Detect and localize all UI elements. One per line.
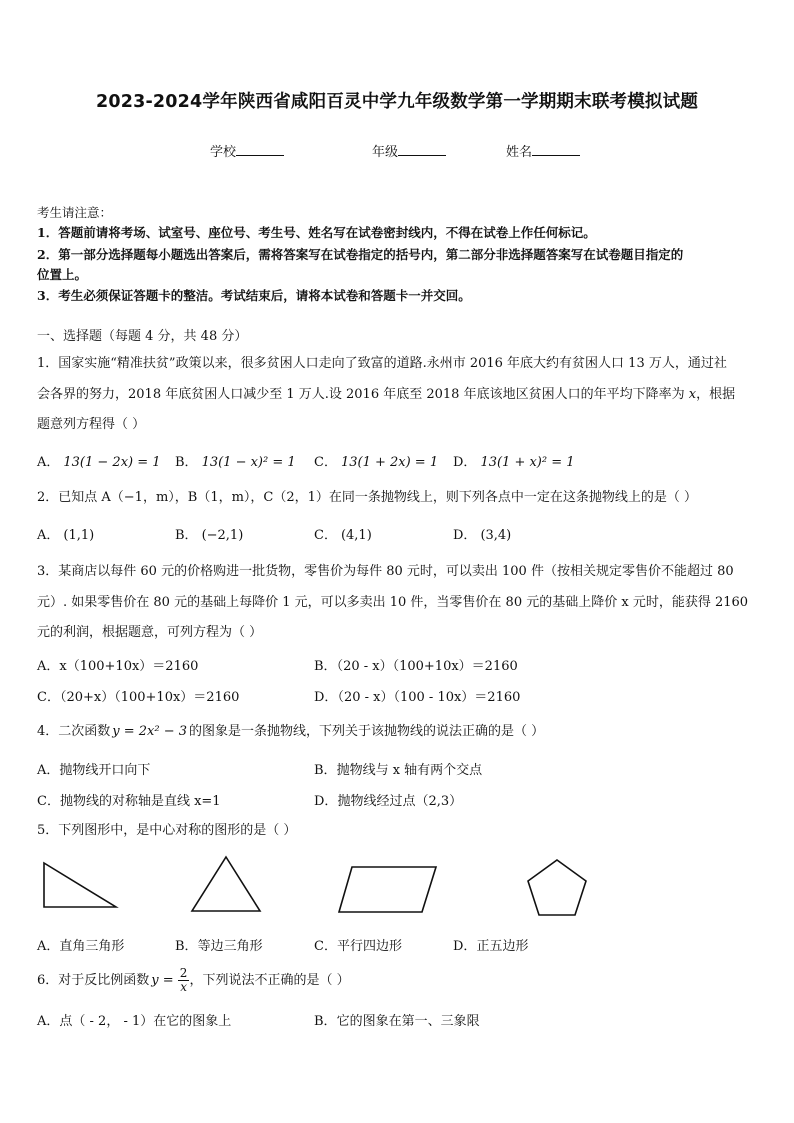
q6-text (37, 966, 350, 996)
q6-fraction (178, 967, 190, 994)
school-blank (236, 142, 284, 156)
q5-option-a[interactable] (37, 935, 124, 954)
notice-item-2-cont: 位置上。 (37, 267, 88, 282)
grade-field (372, 141, 446, 160)
grade-blank (398, 142, 446, 156)
parallelogram-figure (336, 862, 440, 916)
q5-text: 5．下列图形中，是中心对称的图形的是（ ） (37, 823, 297, 838)
school-field (210, 141, 284, 160)
q4-option-a[interactable] (37, 759, 150, 778)
q4-option-c-label: C． (37, 794, 60, 809)
q1-option-c[interactable] (314, 451, 438, 470)
q1-option-a-label: A． (37, 455, 60, 470)
school-label: 学校 (210, 145, 237, 160)
q6-option-a[interactable] (37, 1010, 231, 1029)
grade-label: 年级 (372, 145, 399, 160)
q2-option-d-value: (3,4) (480, 528, 512, 543)
equilateral-triangle-figure (188, 853, 264, 915)
q6-option-a-value: 点（ - 2， - 1）在它的图象上 (59, 1014, 232, 1029)
notice-heading: 考生请注意： (37, 205, 113, 220)
q2-option-a-value: (1,1) (63, 528, 95, 543)
q3-line-1: 3．某商店以每件 60 元的价格购进一批货物，零售价为每件 80 元时，可以卖出 100 件（按相关规定零售价不能超过 80 (37, 564, 734, 579)
name-label: 姓名 (506, 145, 533, 160)
q1-option-b[interactable] (175, 451, 296, 470)
q2-option-a[interactable] (37, 524, 94, 543)
q2-option-d-label: D． (453, 528, 477, 543)
q4-option-d-label: D． (314, 794, 338, 809)
q6-fraction-numerator: 2 (179, 966, 188, 980)
notice-item-3: 3．考生必须保证答题卡的整洁。考试结束后，请将本试卷和答题卡一并交回。 (37, 288, 471, 303)
q6-function-y: y = (151, 973, 174, 988)
q1-line-2-text: 会各界的努力，2018 年底贫困人口减少至 1 万人.设 2016 年底至 2018 年底该地区贫困人口的年平均下降率为 (37, 387, 685, 402)
notice-item-1: 1．答题前请将考场、试室号、座位号、考生号、姓名写在试卷密封线内，不得在试卷上作任何标记。 (37, 225, 596, 240)
q3-option-b-value: （20 - x）（100+10x）＝2160 (336, 659, 518, 674)
q4-suffix: 的图象是一条抛物线，下列关于该抛物线的说法正确的是（ ） (189, 724, 545, 739)
q5-option-c[interactable] (314, 935, 402, 954)
q5-option-d-label: D． (453, 939, 477, 954)
q1-option-d[interactable] (453, 451, 575, 470)
q3-option-d-value: （20 - x）（100 - 10x）＝2160 (337, 690, 521, 705)
q4-option-c[interactable] (37, 790, 221, 809)
q5-option-b[interactable] (175, 935, 263, 954)
q3-line-2: 元）. 如果零售价在 80 元的基础上每降价 1 元，可以多卖出 10 件，当零售价在 80 元的基础上降价 x 元时，能获得 2160 (37, 595, 749, 610)
q4-prefix: 4．二次函数 (37, 724, 111, 739)
q3-option-b[interactable] (314, 655, 518, 674)
q3-option-d[interactable] (314, 686, 520, 705)
q6-fraction-denominator: x (180, 980, 187, 994)
q6-prefix: 6．对于反比例函数 (37, 973, 150, 988)
q3-option-c-value: （20+x）（100+10x）＝2160 (59, 690, 240, 705)
q2-option-c-label: C． (314, 528, 337, 543)
q3-option-b-label: B． (314, 659, 337, 674)
q4-option-a-label: A． (37, 763, 60, 778)
q3-option-c-label: C． (37, 690, 60, 705)
q4-text (37, 721, 544, 742)
q4-option-b-value: 抛物线与 x 轴有两个交点 (336, 763, 483, 778)
q2-option-b[interactable] (175, 524, 243, 543)
q2-option-c[interactable] (314, 524, 372, 543)
q6-option-b[interactable] (314, 1010, 480, 1029)
name-blank (532, 142, 580, 156)
notice-item-2: 2．第一部分选择题每小题选出答案后，需将答案写在试卷指定的括号内，第二部分非选择题答案写在试卷题目指定的 (37, 247, 684, 262)
q2-option-a-label: A． (37, 528, 60, 543)
q3-option-a[interactable] (37, 655, 198, 674)
q6-option-b-label: B． (314, 1014, 337, 1029)
q4-option-b[interactable] (314, 759, 482, 778)
q5-option-c-value: 平行四边形 (336, 939, 402, 954)
q1-variable: x (688, 387, 697, 402)
q1-option-b-label: B． (175, 455, 198, 470)
q3-option-d-label: D． (314, 690, 338, 705)
q2-option-d[interactable] (453, 524, 511, 543)
q1-line-2-end: ，根据 (696, 387, 736, 402)
q1-option-a-expr: 13(1 − 2x) = 1 (63, 455, 161, 470)
q6-option-a-label: A． (37, 1014, 60, 1029)
q5-option-d[interactable] (453, 935, 528, 954)
q1-option-d-label: D． (453, 455, 477, 470)
q1-line-2 (37, 384, 735, 405)
right-triangle-figure (40, 857, 122, 913)
q1-line-1: 1．国家实施“精准扶贫”政策以来，很多贫困人口走向了致富的道路.永州市 2016 年底大约有贫困人口 13 万人，通过社 (37, 356, 727, 371)
q2-option-b-value: (−2,1) (201, 528, 244, 543)
regular-pentagon-figure (524, 856, 590, 920)
q3-line-3: 元的利润，根据题意，可列方程为（ ） (37, 625, 263, 640)
q5-option-b-value: 等边三角形 (197, 939, 263, 954)
q5-option-a-value: 直角三角形 (59, 939, 125, 954)
q6-option-b-value: 它的图象在第一、三象限 (336, 1014, 480, 1029)
q4-function: y = 2x² − 3 (112, 724, 188, 739)
q1-line-3: 题意列方程得（ ） (37, 417, 146, 432)
q2-option-c-value: (4,1) (340, 528, 372, 543)
q5-option-a-label: A． (37, 939, 60, 954)
q2-text: 2．已知点 A（−1，m），B（1，m），C（2，1）在同一条抛物线上，则下列各点中一定在这条抛物线上的是（ ） (37, 490, 698, 505)
q5-option-c-label: C． (314, 939, 337, 954)
q1-option-b-expr: 13(1 − x)² = 1 (201, 455, 296, 470)
q1-option-c-expr: 13(1 + 2x) = 1 (340, 455, 439, 470)
exam-title: 2023-2024学年陕西省咸阳百灵中学九年级数学第一学期期末联考模拟试题 (95, 92, 699, 112)
q2-option-b-label: B． (175, 528, 198, 543)
q1-option-d-expr: 13(1 + x)² = 1 (480, 455, 575, 470)
q1-option-a[interactable] (37, 451, 161, 470)
q3-option-a-label: A． (37, 659, 60, 674)
q6-suffix: ，下列说法不正确的是（ ） (189, 973, 350, 988)
q4-option-d[interactable] (314, 790, 462, 809)
q4-option-b-label: B． (314, 763, 337, 778)
section-heading: 一、选择题（每题 4 分，共 48 分） (37, 329, 248, 344)
q5-option-d-value: 正五边形 (476, 939, 529, 954)
q3-option-c[interactable] (37, 686, 239, 705)
q1-option-c-label: C． (314, 455, 337, 470)
q4-option-d-value: 抛物线经过点（2,3） (337, 794, 463, 809)
q5-option-b-label: B． (175, 939, 198, 954)
q4-option-c-value: 抛物线的对称轴是直线 x=1 (59, 794, 221, 809)
q4-option-a-value: 抛物线开口向下 (59, 763, 151, 778)
name-field (506, 141, 580, 160)
q3-option-a-value: x（100+10x）＝2160 (59, 659, 199, 674)
